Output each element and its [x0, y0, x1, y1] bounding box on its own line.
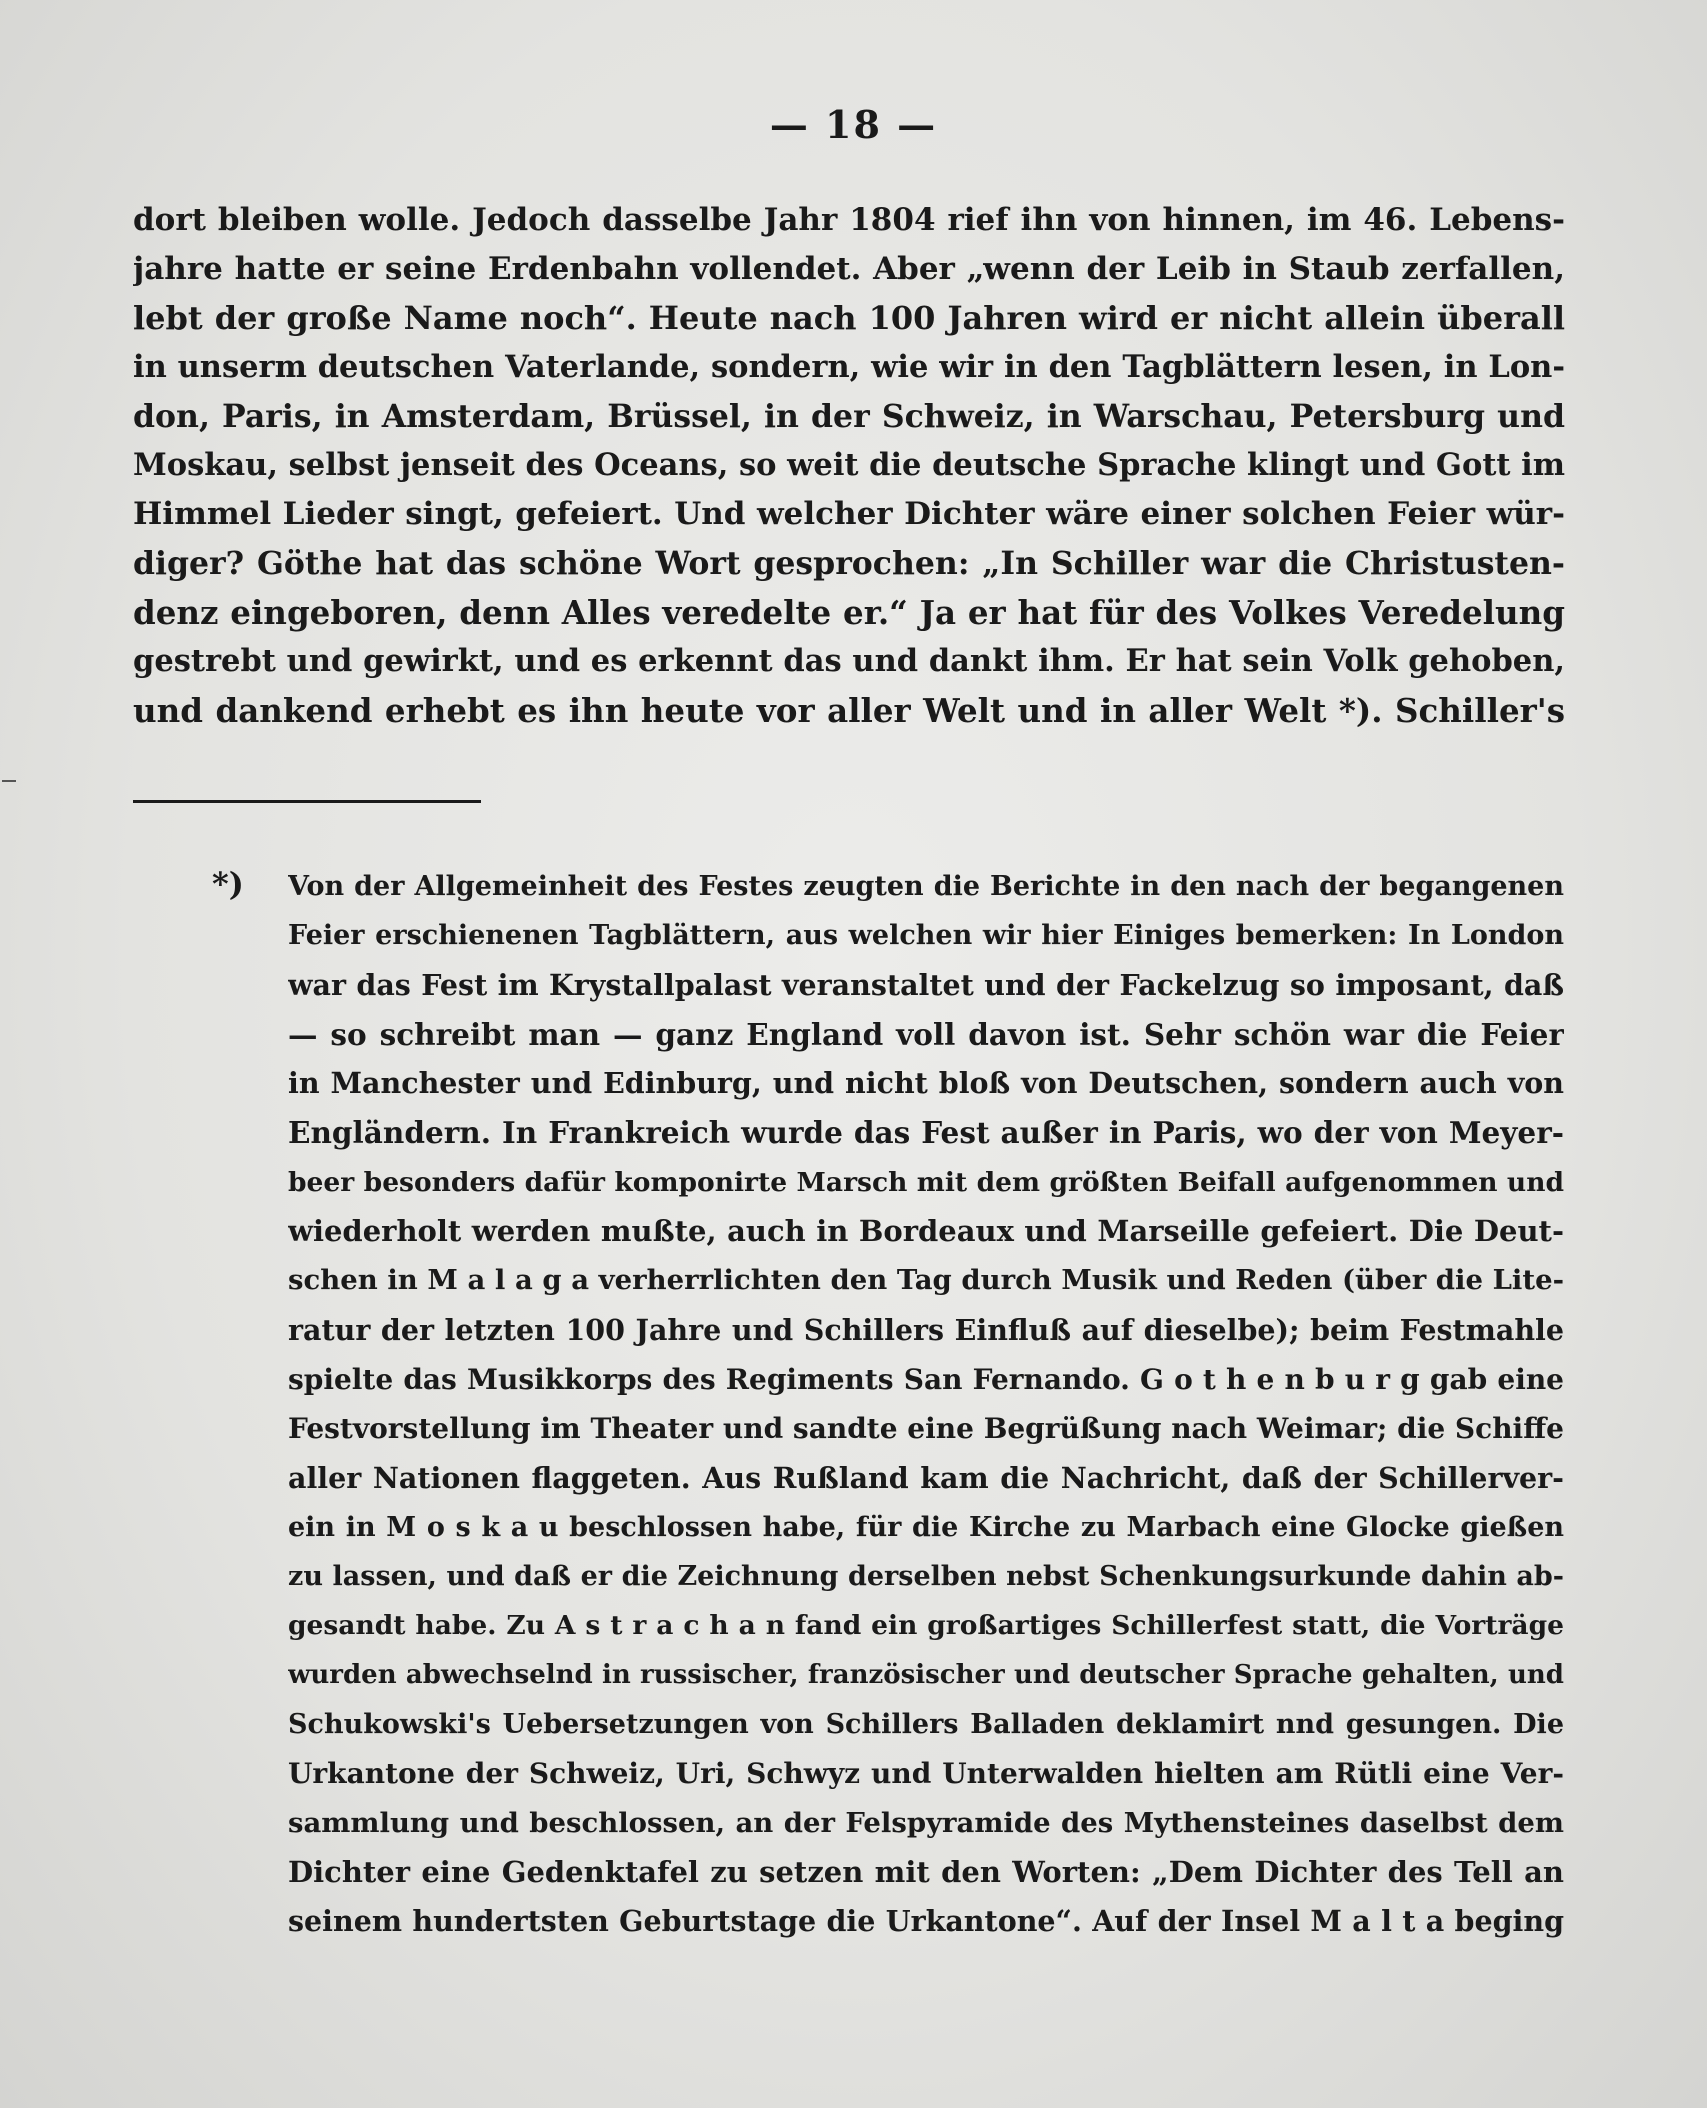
footnote-line: seinem hundertsten Geburtstage die Urkantone“. Auf der Insel M a l t a beging [288, 1904, 1564, 1939]
footnote-line: ein in M o s k a u beschlossen habe, für die Kirche zu Marbach eine Glocke gießen [288, 1511, 1564, 1543]
footnote-line: spielte das Musikkorps des Regiments San Fernando. G o t h e n b u r g gab eine [288, 1362, 1564, 1396]
footnote-line: sammlung und beschlossen, an der Felspyramide des Mythensteines daselbst dem [288, 1806, 1564, 1839]
text-line: jahre hatte er seine Erdenbahn vollendet. Aber „wenn der Leib in Staub zerfallen, [133, 251, 1565, 287]
main-paragraph [133, 196, 1565, 735]
footnote-line: wiederholt werden mußte, auch in Bordeaux und Marseille gefeiert. Die Deut- [288, 1214, 1564, 1249]
footnote-text [288, 862, 1564, 1947]
footnote-line: Von der Allgemeinheit des Festes zeugten die Berichte in den nach der begangenen [288, 871, 1564, 902]
text-line: lebt der große Name noch“. Heute nach 100 Jahren wird er nicht allein überall [133, 299, 1565, 337]
footnote-line: zu lassen, und daß er die Zeichnung derselben nebst Schenkungsurkunde dahin ab- [288, 1561, 1564, 1593]
footnote-separator-rule [133, 800, 481, 803]
text-line: denz eingeboren, denn Alles veredelte er.“ Ja er hat für des Volkes Veredelung [133, 593, 1565, 632]
text-line: dort bleiben wolle. Jedoch dasselbe Jahr 1804 rief ihn von hinnen, im 46. Lebens- [133, 202, 1565, 238]
text-line: gestrebt und gewirkt, und es erkennt das und dankt ihm. Er hat sein Volk gehoben, [133, 643, 1565, 679]
footnote-line: Festvorstellung im Theater und sandte eine Begrüßung nach Weimar; die Schiffe [288, 1412, 1564, 1446]
text-line: in unserm deutschen Vaterlande, sondern, wie wir in den Tagblättern lesen, in Lon- [133, 349, 1565, 385]
footnote-line: Dichter eine Gedenktafel zu setzen mit den Worten: „Dem Dichter des Tell an [288, 1854, 1564, 1889]
footnote-line: ratur der letzten 100 Jahre und Schillers Einfluß auf dieselbe); beim Festmahle [288, 1312, 1564, 1347]
footnote-marker: *) [212, 865, 244, 903]
text-line: Himmel Lieder singt, gefeiert. Und welcher Dichter wäre einer solchen Feier wür- [133, 496, 1565, 532]
footnote-line: Feier erschienenen Tagblättern, aus welchen wir hier Einiges bemerken: In London [288, 920, 1564, 952]
footnote-line: aller Nationen flaggeten. Aus Rußland kam die Nachricht, daß der Schillerver- [288, 1460, 1564, 1495]
footnote-line: schen in M a l a g a verherrlichten den Tag durch Musik und Reden (über die Lite- [288, 1264, 1564, 1297]
footnote-line: wurden abwechselnd in russischer, französischer und deutscher Sprache gehalten, und [288, 1659, 1564, 1690]
footnote-line: Engländern. In Frankreich wurde das Fest außer in Paris, wo der von Meyer- [288, 1115, 1564, 1151]
footnote-line: — so schreibt man — ganz England voll davon ist. Sehr schön war die Feier [288, 1016, 1564, 1052]
footnote-line: beer besonders dafür komponirte Marsch mit dem größten Beifall aufgenommen und [288, 1166, 1564, 1198]
text-line: diger? Göthe hat das schöne Wort gesprochen: „In Schiller war die Christusten- [133, 545, 1565, 582]
footnote-line: gesandt habe. Zu A s t r a c h a n fand ein großartiges Schillerfest statt, die Vorträge [288, 1610, 1564, 1642]
footnote-line: war das Fest im Krystallpalast veranstaltet und der Fackelzug so imposant, daß [288, 967, 1564, 1002]
footnote-line: Urkantone der Schweiz, Uri, Schwyz und Unterwalden hielten am Rütli eine Ver- [288, 1757, 1564, 1791]
text-line: don, Paris, in Amsterdam, Brüssel, in der Schweiz, in Warschau, Petersburg und [133, 398, 1565, 435]
text-line: und dankend erhebt es ihn heute vor aller Welt und in aller Welt *). Schiller's [133, 691, 1565, 730]
text-line: Moskau, selbst jenseit des Oceans, so weit die deutsche Sprache klingt und Gott im [133, 447, 1565, 483]
edge-mark [2, 780, 16, 782]
footnote-line: in Manchester und Edinburg, und nicht bloß von Deutschen, sondern auch von [288, 1066, 1564, 1101]
page-number: — 18 — [769, 102, 938, 147]
footnote-line: Schukowski's Uebersetzungen von Schillers Balladen deklamirt nnd gesungen. Die [288, 1709, 1564, 1741]
